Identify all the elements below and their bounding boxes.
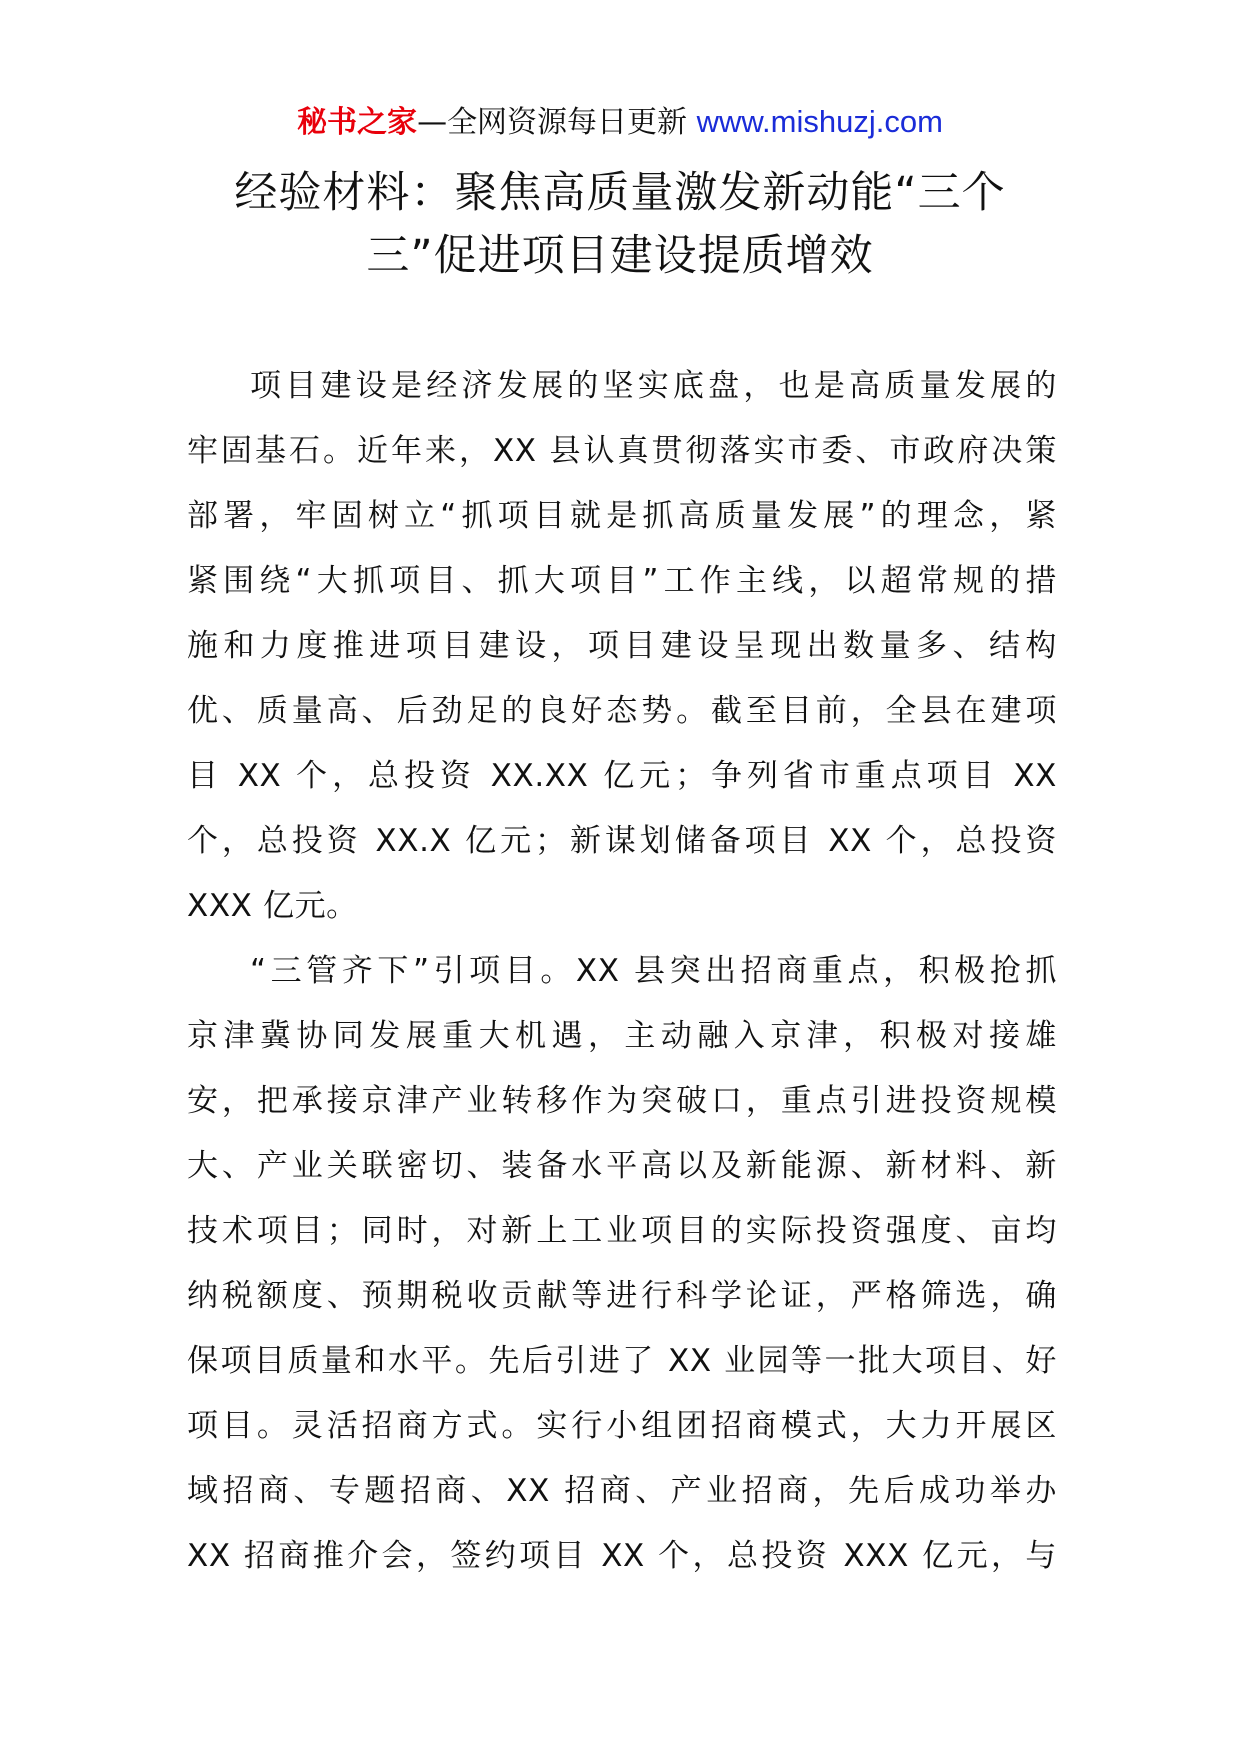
text-line: “三管齐下”引项目。XX 县突出招商重点，积极抢抓 bbox=[250, 953, 1057, 989]
text-line: 技术项目；同时，对新上工业项目的实际投资强度、亩均 bbox=[187, 1213, 1057, 1249]
text-line: 个，总投资 XX.X 亿元；新谋划储备项目 XX 个，总投资 bbox=[187, 823, 1057, 859]
paragraph-2 bbox=[187, 939, 1057, 1589]
text-line: 项目。灵活招商方式。实行小组团招商模式，大力开展区 bbox=[187, 1408, 1057, 1444]
text-line: 安，把承接京津产业转移作为突破口，重点引进投资规模 bbox=[187, 1083, 1057, 1119]
title-line-2: 三”促进项目建设提质增效 bbox=[366, 231, 874, 281]
text-line: 保项目质量和水平。先后引进了 XX 业园等一批大项目、好 bbox=[187, 1343, 1057, 1379]
document-body bbox=[187, 354, 1057, 1589]
text-line: 优、质量高、后劲足的良好态势。截至目前，全县在建项 bbox=[187, 693, 1057, 729]
source-header bbox=[0, 102, 1240, 143]
brand-name: 秘书之家 bbox=[297, 105, 418, 140]
document-title bbox=[180, 162, 1060, 288]
text-line: 目 XX 个，总投资 XX.XX 亿元；争列省市重点项目 XX bbox=[187, 758, 1057, 794]
text-line: 纳税额度、预期税收贡献等进行科学论证，严格筛选，确 bbox=[187, 1278, 1057, 1314]
text-line: 牢固基石。近年来，XX 县认真贯彻落实市委、市政府决策 bbox=[187, 433, 1057, 469]
text-line: XX 招商推介会，签约项目 XX 个，总投资 XXX 亿元，与 bbox=[187, 1538, 1057, 1574]
text-line: 项目建设是经济发展的坚实底盘，也是高质量发展的 bbox=[250, 368, 1057, 404]
header-slogan: —全网资源每日更新 bbox=[417, 105, 697, 140]
text-line: 部署，牢固树立“抓项目就是抓高质量发展”的理念，紧 bbox=[187, 498, 1057, 534]
title-line-1: 经验材料：聚焦高质量激发新动能“三个 bbox=[234, 168, 1006, 218]
text-line: 施和力度推进项目建设，项目建设呈现出数量多、结构 bbox=[187, 628, 1057, 664]
text-line: 域招商、专题招商、XX 招商、产业招商，先后成功举办 bbox=[187, 1473, 1057, 1509]
text-line: 紧围绕“大抓项目、抓大项目”工作主线，以超常规的措 bbox=[187, 563, 1057, 599]
paragraph-1 bbox=[187, 354, 1057, 939]
text-line: XXX 亿元。 bbox=[187, 888, 358, 924]
text-line: 京津冀协同发展重大机遇，主动融入京津，积极对接雄 bbox=[187, 1018, 1057, 1054]
text-line: 大、产业关联密切、装备水平高以及新能源、新材料、新 bbox=[187, 1148, 1057, 1184]
site-link[interactable]: www.mishuzj.com bbox=[696, 104, 943, 139]
